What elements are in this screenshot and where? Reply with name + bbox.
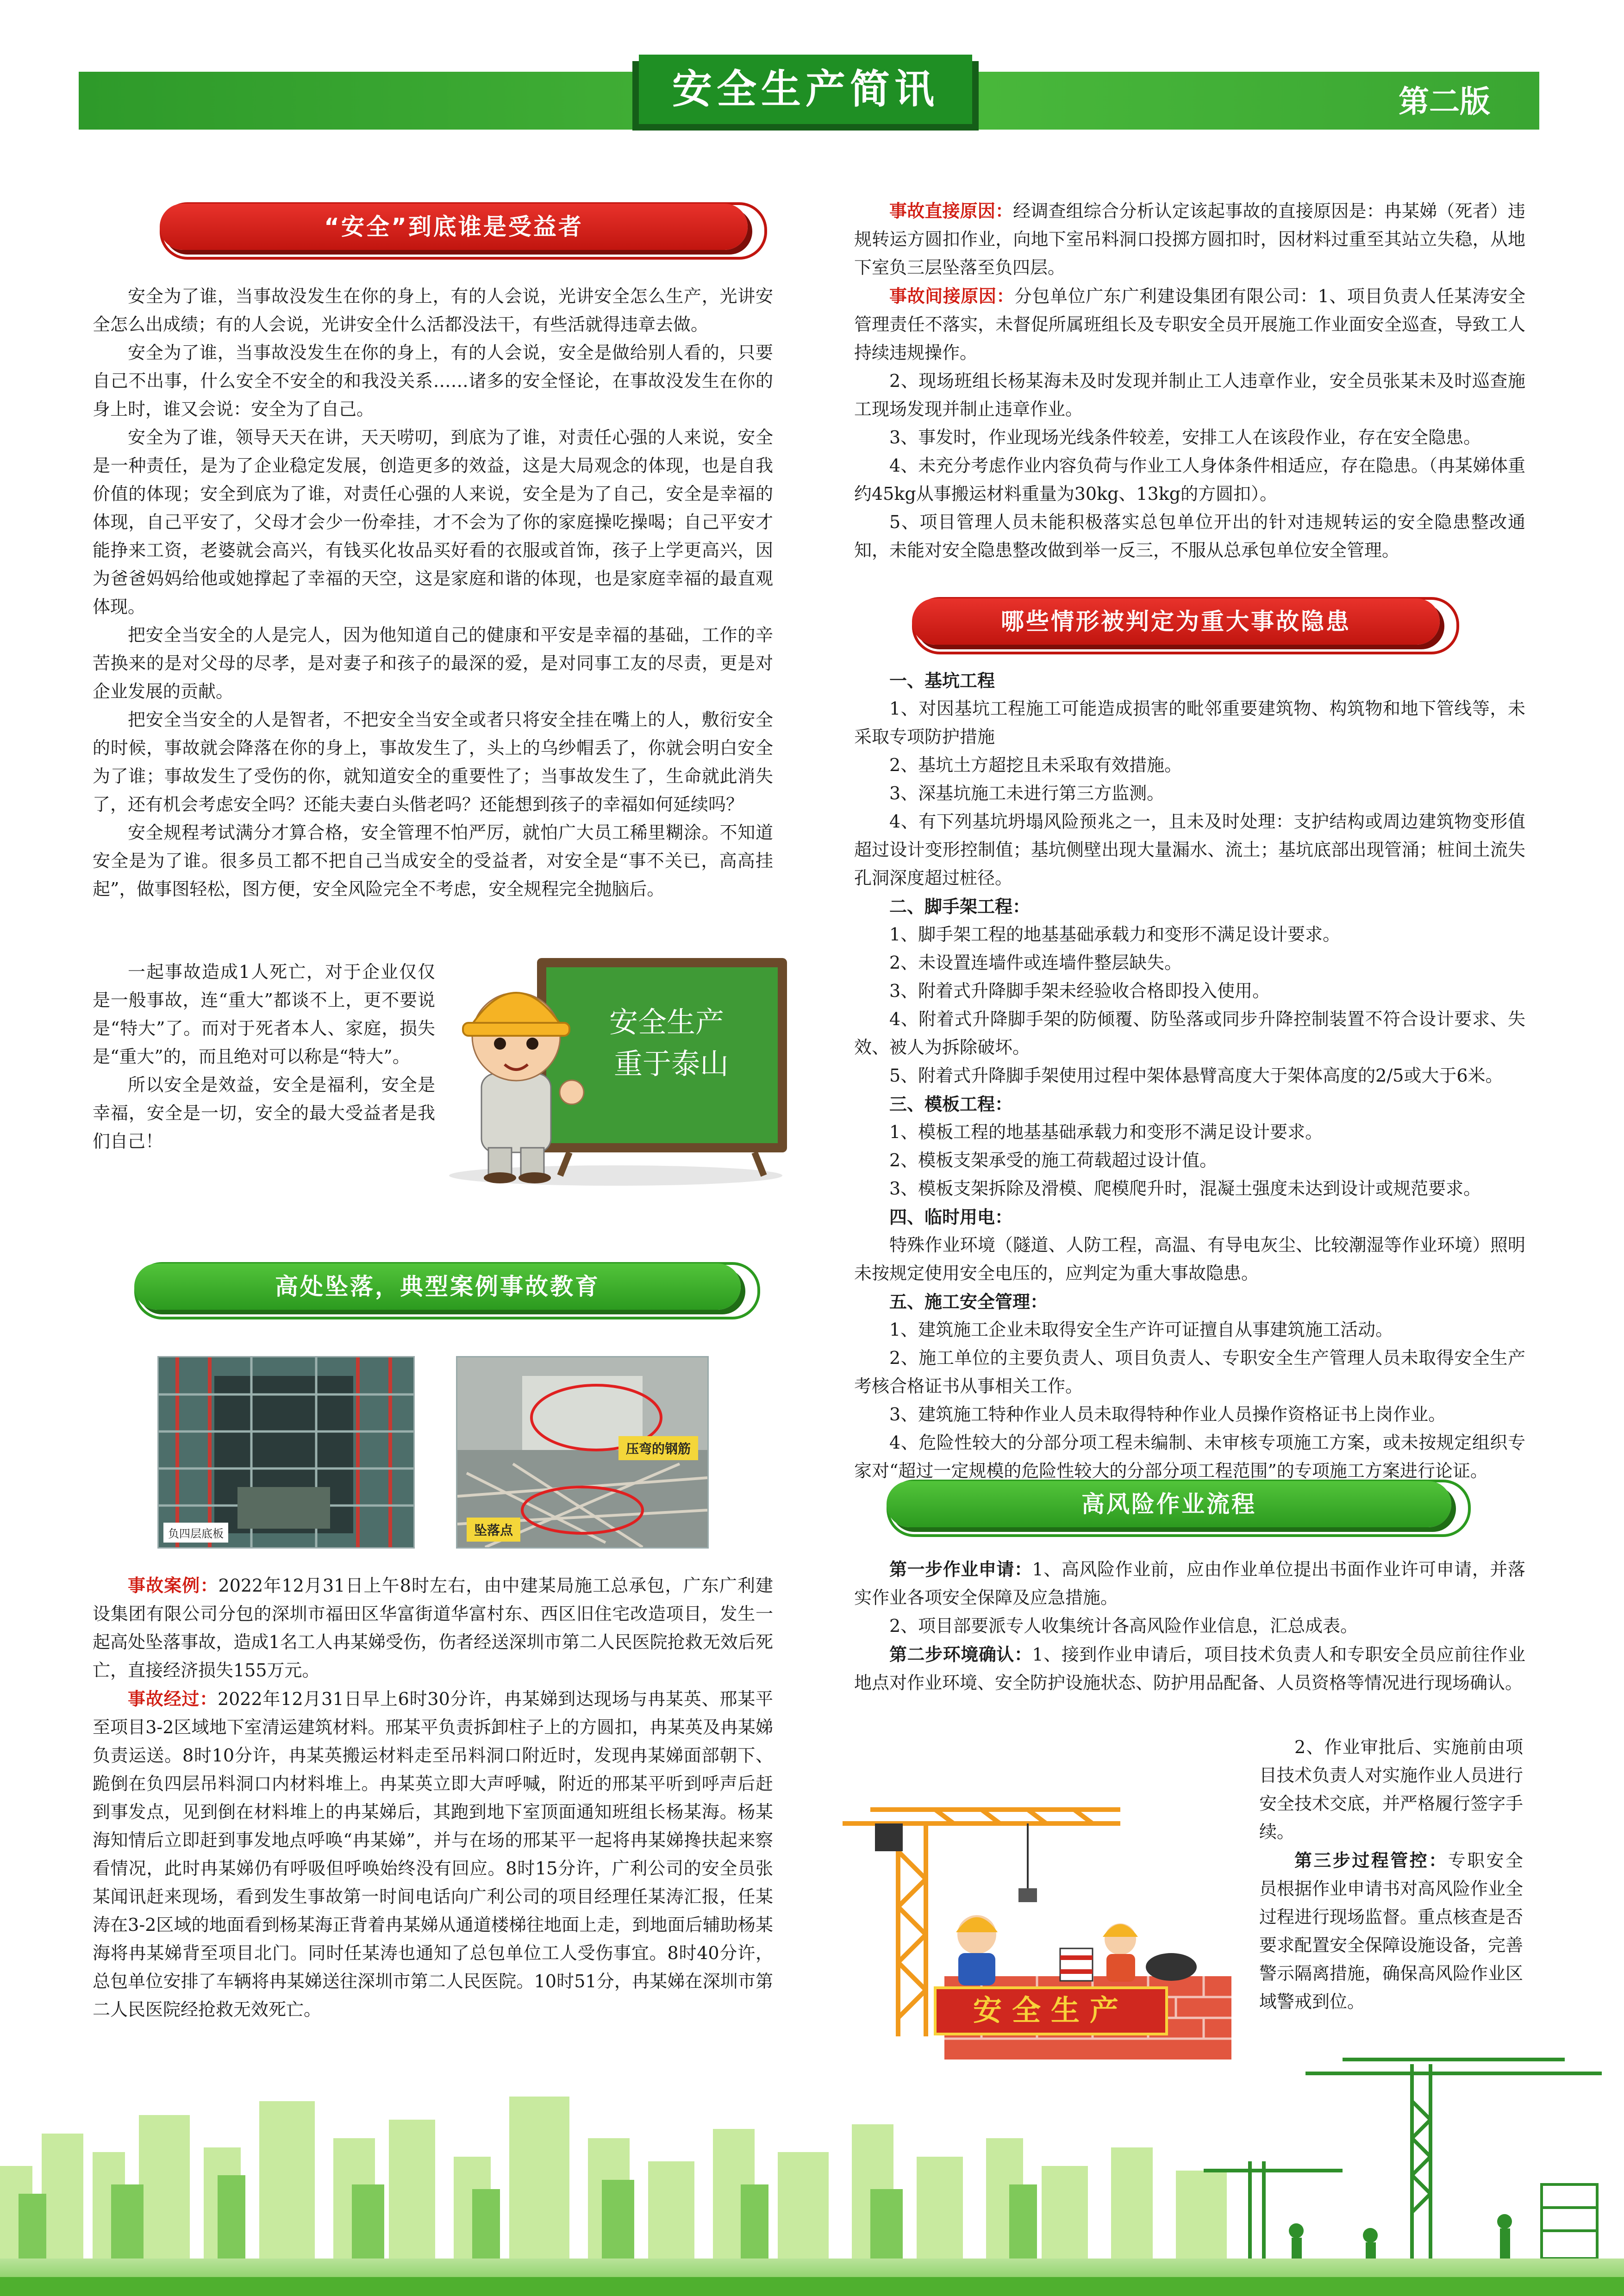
hazard-item: 1、对因基坑工程施工可能造成损害的毗邻重要建筑物、构筑物和地下管线等，未采取专项防护措施 [854,698,1525,747]
step2-label: 第二步环境确认： [889,1644,1032,1665]
step1-text: 1、高风险作业前，应由作业单位提出书面作业许可申请，并落实作业各项安全保障及应急措施。 [854,1559,1525,1608]
sec2-body [93,1571,773,2024]
accident-site-photo-2 [456,1356,709,1549]
board-line2: 重于泰山 [613,1047,729,1081]
crane-sign-text: 安全生产 [973,1993,1129,2027]
hazard-item: 1、建筑施工企业未取得安全生产许可证擅自从事建筑施工活动。 [889,1319,1393,1340]
indirect-cause-label: 事故间接原因： [889,286,1014,306]
hazard-item: 2、施工单位的主要负责人、项目负责人、专职安全生产管理人员未取得安全生产考核合格证书从事相关工作。 [854,1348,1525,1396]
process-label: 事故经过： [128,1688,218,1709]
step1-label: 第一步作业申请： [889,1559,1032,1580]
hazard-item: 1、模板工程的地基基础承载力和变形不满足设计要求。 [889,1122,1323,1142]
safety-worker-illustration [431,940,796,1189]
hazard-item: 4、危险性较大的分部分项工程未编制、未审核专项施工方案，或未按规定组织专家对“超过一定规模的危险性较大的分部分项工程范围”的专项施工方案进行论证。 [854,1432,1525,1481]
construction-crane-illustration [843,1796,1250,2064]
hazard-heading: 一、基坑工程 [889,670,995,691]
step2-text: 1、接到作业申请后，项目技术负责人和专职安全员应前往作业地点对作业环境、安全防护设施状态、防护用品配备、人员资格等情况进行现场确认。 [854,1644,1525,1693]
direct-cause-label: 事故直接原因： [889,200,1013,221]
sec1-paragraph: 安全为了谁，领导天天在讲，天天唠叨，到底为了谁，对责任心强的人来说，安全是一种责任，是为了企业稳定发展，创造更多的效益，这是大局观念的体现，也是自我价值的体现；安全到底为了谁，对责任心强的人来说，安全是为了自己，安全是幸福的体现，自己平安了，父母才会少一份牵挂，才不会为了你的家庭操吃操喝；自己平安才能挣来工资，老婆就会高兴，有钱买化妆品买好看的衣服或首饰，孩子上学更高兴，因为爸爸妈妈给他或她撑起了幸福的天空，这是家庭和谐的体现，也是家庭幸福的最直观体现。 [93,427,773,617]
cause-item: 4、未充分考虑作业内容负荷与作业工人身体条件相适应，存在隐患。（冉某娣体重约45kg从事搬运材料重量为30kg、13kg的方圆扣）。 [854,455,1525,504]
cause-item: 3、事发时，作业现场光线条件较差，安排工人在该段作业，存在安全隐患。 [889,427,1481,448]
hazard-heading: 五、施工安全管理： [889,1291,1048,1312]
step2-item2: 2、作业审批后、实施前由项目技术负责人对实施作业人员进行安全技术交底，并严格履行签字手续。 [1259,1737,1524,1842]
edition-label: 第二版 [1399,84,1490,119]
scaffold-pit-picture [159,1357,413,1547]
sec5-body-top [854,1555,1525,1697]
hazard-item: 2、未设置连墙件或连墙件整层缺失。 [889,952,1182,973]
sec1-paragraph: 把安全当安全的人是完人，因为他知道自己的健康和平安是幸福的基础，工作的辛苦换来的是对父母的尽孝，是对妻子和孩子的最深的爱，是对同事工友的尽责，更是对企业发展的贡献。 [93,625,773,702]
sec1-title: “安全”到底谁是受益者 [160,204,748,250]
case-text: 2022年12月31日上午8时左右，由中建某局施工总承包，广东广利建设集团有限公司分包的深圳市福田区华富街道华富村东、西区旧住宅改造项目，发生一起高处坠落事故，造成1名工人冉某娣受伤，伤者经送深圳市第二人民医院抢救无效后死亡，直接经济损失155万元。 [93,1575,773,1680]
page-title: 安全生产简讯 [672,66,939,112]
cause-item: 5、项目管理人员未能积极落实总包单位开出的针对违规转运的安全隐患整改通知，未能对安全隐患整改做到举一反三，不服从总承包单位安全管理。 [854,512,1525,560]
case-label: 事故案例： [128,1575,219,1596]
hazard-item: 2、模板支架承受的施工荷载超过设计值。 [889,1150,1218,1170]
hazard-item: 3、模板支架拆除及滑模、爬模爬升时，混凝土强度未达到设计或规范要求。 [889,1178,1481,1199]
cause-item: 2、现场班组长杨某海未及时发现并制止工人违章作业，安全员张某未及时巡查施工现场发现并制止违章作业。 [854,371,1525,419]
hazard-item: 特殊作业环境（隧道、人防工程，高温、有导电灰尘、比较潮湿等作业环境）照明未按规定使用安全电压的，应判定为重大事故隐患。 [854,1235,1525,1283]
hazard-heading: 二、脚手架工程： [889,896,1031,917]
direct-cause-text: 经调查组综合分析认定该起事故的直接原因是：冉某娣（死者）违规转运方圆扣作业，向地下室吊料洞口投掷方圆扣时，因材料过重至其站立失稳，从地下室负三层坠落至负四层。 [854,201,1525,278]
step3-label: 第三步过程管控： [1294,1850,1448,1871]
step1-item2: 2、项目部要派专人收集统计各高风险作业信息，汇总成表。 [889,1616,1358,1636]
sec1-paragraph: 把安全当安全的人是智者，不把安全当安全或者只将安全挂在嘴上的人，敷衍安全的时候，事故就会降落在你的身上，事故发生了，头上的乌纱帽丢了，你就会明白安全为了谁；事故发生了受伤的你，就知道安全的重要性了；当事故发生了，生命就此消失了，还有机会考虑安全吗？还能夫妻白头偕老吗？还能想到孩子的幸福如何延续吗？ [93,709,773,815]
sec1-paragraph: 安全为了谁，当事故没发生在你的身上，有的人会说，安全是做给别人看的，只要自己不出事，什么安全不安全的和我没关系……诸多的安全怪论，在事故没发生在你的身上时，谁又会说：安全为了自己。 [93,342,773,419]
sec1-paragraph: 安全为了谁，当事故没发生在你的身上，有的人会说，光讲安全怎么生产，光讲安全怎么出成绩；有的人会说，光讲安全什么活都没法干，有些活就得违章去做。 [93,286,773,335]
board-line1: 安全生产 [609,1005,725,1039]
hazard-item: 4、附着式升降脚手架的防倾覆、防坠落或同步升降控制装置不符合设计要求、失效、被人为拆除破坏。 [854,1009,1525,1058]
photo2-caption-bottom: 坠落点 [467,1518,520,1542]
footer-cityscape [0,2046,1624,2296]
sec1-paragraph: 所以安全是效益，安全是福利，安全是幸福，安全是一切，安全的最大受益者是我们自己！ [93,1075,435,1151]
hazard-item: 3、附着式升降脚手架未经验收合格即投入使用。 [889,981,1270,1001]
sec4-title: 哪些情形被判定为重大事故隐患 [912,598,1440,645]
sec5-title: 高风险作业流程 [887,1481,1451,1527]
hazard-item: 1、脚手架工程的地基基础承载力和变形不满足设计要求。 [889,924,1341,945]
hazard-item: 2、基坑土方超挖且未采取有效措施。 [889,755,1182,775]
hazard-heading: 四、临时用电： [889,1207,1013,1227]
photo1-caption: 负四层底板 [163,1523,228,1543]
sec4-body [854,666,1525,1485]
photo2-caption-top: 压弯的钢筋 [618,1436,698,1460]
sec5-body-side [1259,1733,1523,2016]
hazard-item: 4、有下列基坑坍塌风险预兆之一，且未及时处理：支护结构或周边建筑物变形值超过设计变形控制值；基坑侧壁出现大量漏水、流土；基坑底部出现管涌；桩间土流失孔洞深度超过桩径。 [854,811,1525,888]
sec3-body [854,197,1525,565]
sec1-paragraph: 安全规程考试满分才算合格，安全管理不怕严厉，就怕广大员工稀里糊涂。不知道安全是为了谁。很多员工都不把自己当成安全的受益者，对安全是“事不关已，高高挂起”，做事图轻松，图方便，安全风险完全不考虑，安全规程完全抛脑后。 [93,822,773,899]
sec1-body [93,282,773,903]
hazard-item: 3、建筑施工特种作业人员未取得特种作业人员操作资格证书上岗作业。 [889,1404,1446,1425]
sec1-paragraph: 一起事故造成1人死亡，对于企业仅仅是一般事故，连“重大”都谈不上，更不要说是“特大”了。而对于死者本人、家庭，损失是“重大”的，而且绝对可以称是“特大”。 [93,962,435,1067]
accident-site-photo-1 [157,1356,415,1549]
process-text: 2022年12月31日早上6时30分许，冉某娣到达现场与冉某英、邢某平至项目3-2区域地下室清运建筑材料。邢某平负责拆卸柱子上的方圆扣，冉某英及冉某娣负责运送。8时10分许，冉某英搬运材料走至吊料洞口附近时，发现冉某娣面部朝下、跪倒在负四层吊料洞口内材料堆上。冉某英立即大声呼喊，附近的邢某平听到呼声后赶到事发点，见到倒在材料堆上的冉某娣后，其跑到地下室顶面通知班组长杨某海。杨某海知情后立即赶到事发地点呼唤“冉某娣”，并与在场的邢某平一起将冉某娣搀扶起来察看情况，此时冉某娣仍有呼吸但呼唤始终没有回应。8时15分许，广利公司的安全员张某闻讯赶来现场，看到发生事故第一时间电话向广利公司的项目经理任某涛汇报，任某涛在3-2区域的地面看到杨某海正背着冉某娣从通道楼梯往地面上走，到地面后辅助杨某海将冉某娣背至项目北门。同时任某涛也通知了总包单位工人受伤事宜。8时40分许，总包单位安排了车辆将冉某娣送往深圳市第二人民医院。10时51分，冉某娣在深圳市第二人民医院经抢救无效死亡。 [93,1689,773,2020]
hazard-heading: 三、模板工程： [889,1094,1013,1114]
step3-text: 专职安全员根据作业申请书对高风险作业全过程进行现场监督。重点核查是否要求配置安全保障设施设备，完善警示隔离措施，确保高风险作业区域警戒到位。 [1259,1850,1524,2012]
sec1-short-body [93,958,435,1156]
indirect-cause-text: 分包单位广东广利建设集团有限公司：1、项目负责人任某涛安全管理责任不落实，未督促所属班组长及专职安全员开展施工作业面安全巡查，导致工人持续违规操作。 [854,286,1525,363]
hazard-item: 3、深基坑施工未进行第三方监测。 [889,783,1165,803]
sec2-title: 高处坠落，典型案例事故教育 [134,1263,741,1310]
hazard-item: 5、附着式升降脚手架使用过程中架体悬臂高度大于架体高度的2/5或大于6米。 [889,1065,1503,1086]
